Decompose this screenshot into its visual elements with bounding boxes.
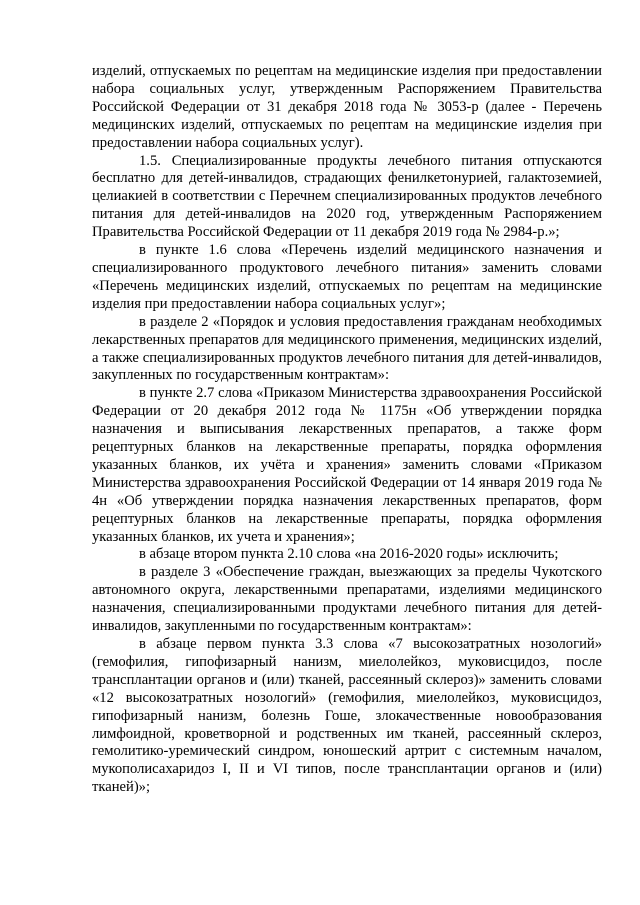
paragraph-6: в абзаце втором пункта 2.10 слова «на 2016-2020 годы» исключить; (139, 546, 559, 563)
paragraph-8: в абзаце первом пункта 3.3 слова «7 высокозатратных нозологий» (гемофилия, гипофизарный нанизм, миелолейкоз, муковисцидоз, после трансплантации органов и (или) тканей, рассеянный склероз)» заменить словами «12 высокозатратных нозологий» (гемофилия, миелолейкоз, муковисцидоз, гипофизарный нанизм, болезнь Гоше, злокачественные новообразования лимфоидной, кроветворной и родственных им тканей, рассеянный склероз, гемолитико-уремический синдром, юношеский артрит с системным началом, мукополисахаридоз I, II и VI типов, после трансплантации органов и (или) тканей)»; (92, 636, 602, 796)
document-page (92, 63, 602, 797)
paragraph-4: в разделе 2 «Порядок и условия предоставления гражданам необходимых лекарственных препаратов для медицинского применения, медицинских изделий, а также специализированных продуктов лечебного питания для детей-инвалидов, закупленных по государственным контрактам»: (92, 313, 602, 384)
paragraph-2: 1.5. Специализированные продукты лечебного питания отпускаются бесплатно для детей-инвалидов, страдающих фенилкетонурией, галактоземией, целиакией в соответствии с Перечнем специализированных продуктов лечебного питания для детей-инвалидов на 2020 год, утвержденным Распоряжением Правительства Российской Федерации от 11 декабря 2019 года № 2984-р.»; (92, 152, 602, 241)
paragraph-7: в разделе 3 «Обеспечение граждан, выезжающих за пределы Чукотского автономного округа, лекарственными препаратами, изделиями медицинского назначения, специализированными продуктами лечебного питания для детей-инвалидов, закупленными по государственным контрактам»: (92, 564, 602, 635)
paragraph-3: в пункте 1.6 слова «Перечень изделий медицинского назначения и специализированного продуктового лечебного питания» заменить словами «Перечень медицинских изделий, отпускаемых по рецептам на медицинские изделия при предоставлении набора социальных услуг»; (92, 242, 602, 312)
paragraph-5: в пункте 2.7 слова «Приказом Министерства здравоохранения Российской Федерации от 20 декабря 2012 года № 1175н «Об утверждении порядка назначения и выписывания лекарственных препаратов, а также форм рецептурных бланков на лекарственные препараты, порядка оформления указанных бланков, их учёта и хранения» заменить словами «Приказом Министерства здравоохранения Российской Федерации от 14 января 2019 года № 4н «Об утверждении порядка назначения лекарственных препаратов, форм рецептурных бланков на лекарственные препараты, порядка оформления указанных бланков, их учета и хранения»; (92, 385, 602, 545)
paragraph-1: изделий, отпускаемых по рецептам на медицинские изделия при предоставлении набора социальных услуг, утвержденным Распоряжением Правительства Российской Федерации от 31 декабря 2018 года № 3053-р (далее - Перечень медицинских изделий, отпускаемых по рецептам на медицинские изделия при предоставлении набора социальных услуг). (92, 63, 602, 151)
